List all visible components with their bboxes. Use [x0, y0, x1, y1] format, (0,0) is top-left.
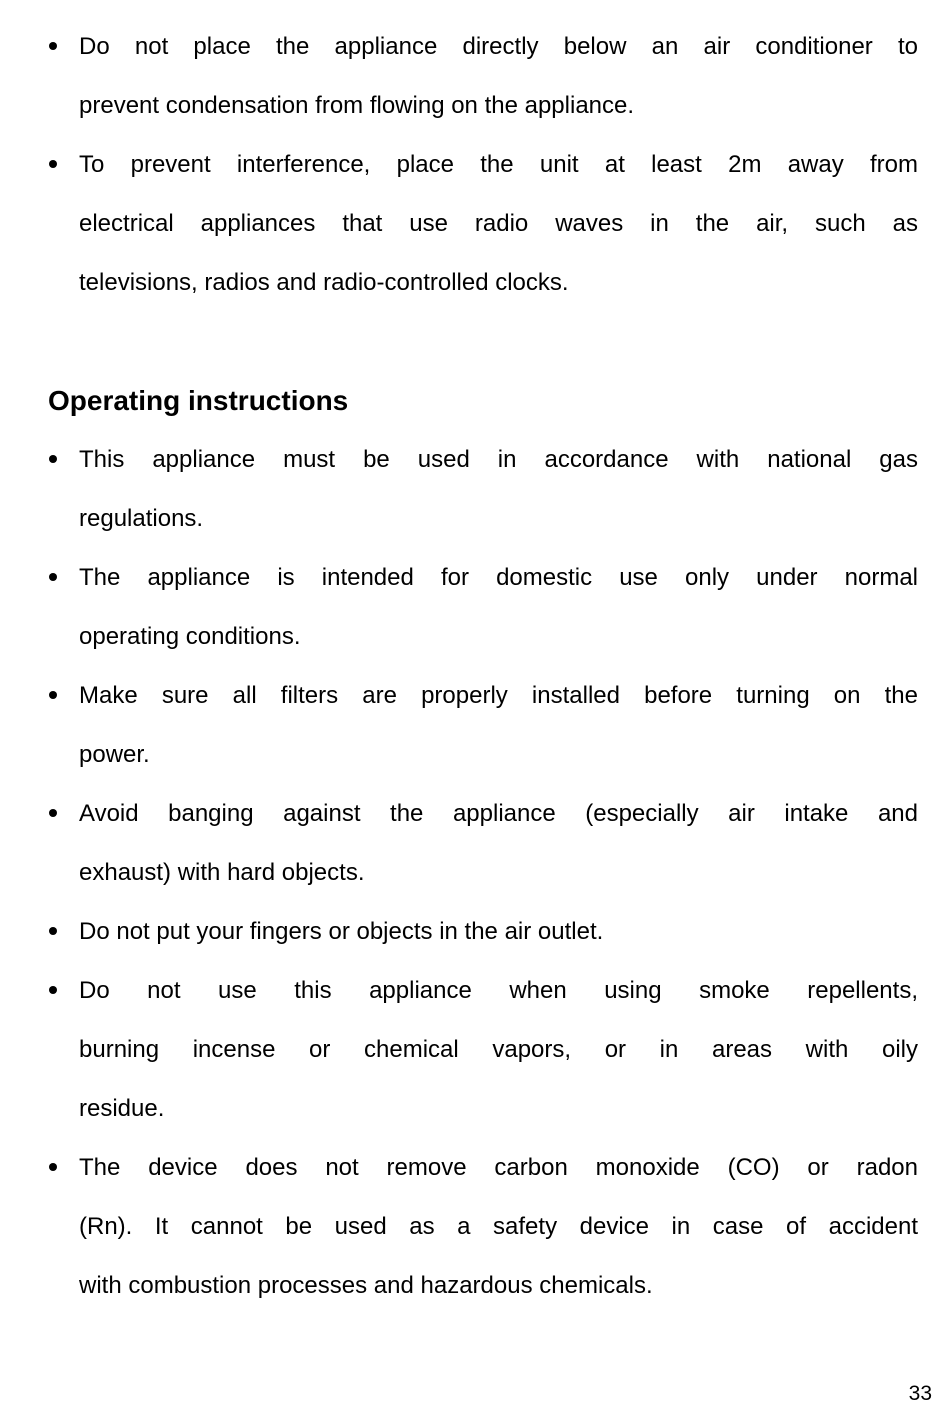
bullet-text-line: The device does not remove carbon monoxide (CO) or radon	[79, 1154, 918, 1181]
section-heading: Operating instructions	[48, 385, 349, 416]
intro-bullet-list	[48, 17, 918, 312]
bullet-text-line: This appliance must be used in accordance with national gas	[79, 446, 918, 473]
bullet-text-line: residue.	[79, 1095, 165, 1122]
bullet-icon	[49, 455, 57, 463]
page-number: 33	[908, 1382, 932, 1405]
list-item	[48, 666, 918, 784]
bullet-text-line: Do not put your fingers or objects in the air outlet.	[79, 918, 604, 945]
bullet-icon	[49, 927, 57, 935]
bullet-icon	[49, 1163, 57, 1171]
bullet-text-line: power.	[79, 741, 150, 768]
bullet-text-line: regulations.	[79, 505, 204, 532]
bullet-text-line: To prevent interference, place the unit at least 2m away from	[79, 151, 918, 178]
list-item	[48, 902, 918, 961]
bullet-icon	[49, 42, 57, 50]
list-item	[48, 430, 918, 548]
list-item	[48, 961, 918, 1138]
list-item	[48, 135, 918, 312]
bullet-icon	[49, 986, 57, 994]
bullet-text-line: burning incense or chemical vapors, or in areas with oily	[79, 1036, 918, 1063]
bullet-text-line: (Rn). It cannot be used as a safety device in case of accident	[79, 1213, 918, 1240]
bullet-text-line: Avoid banging against the appliance (especially air intake and	[79, 800, 918, 827]
bullet-text-line: operating conditions.	[79, 623, 301, 650]
bullet-text-line: with combustion processes and hazardous chemicals.	[79, 1272, 653, 1299]
list-item	[48, 548, 918, 666]
bullet-icon	[49, 691, 57, 699]
list-item	[48, 784, 918, 902]
bullet-text-line: The appliance is intended for domestic use only under normal	[79, 564, 918, 591]
bullet-text-line: electrical appliances that use radio waves in the air, such as	[79, 210, 918, 237]
bullet-icon	[49, 809, 57, 817]
bullet-icon	[49, 160, 57, 168]
list-item	[48, 1138, 918, 1315]
bullet-text-line: prevent condensation from flowing on the appliance.	[79, 92, 635, 119]
list-item	[48, 17, 918, 135]
bullet-text-line: Make sure all filters are properly installed before turning on the	[79, 682, 918, 709]
bullet-text-line: Do not use this appliance when using smoke repellents,	[79, 977, 918, 1004]
bullet-icon	[49, 573, 57, 581]
operating-bullet-list	[48, 430, 918, 1315]
bullet-text-line: exhaust) with hard objects.	[79, 859, 365, 886]
bullet-text-line: televisions, radios and radio-controlled clocks.	[79, 269, 569, 296]
bullet-text-line: Do not place the appliance directly below an air conditioner to	[79, 33, 918, 60]
